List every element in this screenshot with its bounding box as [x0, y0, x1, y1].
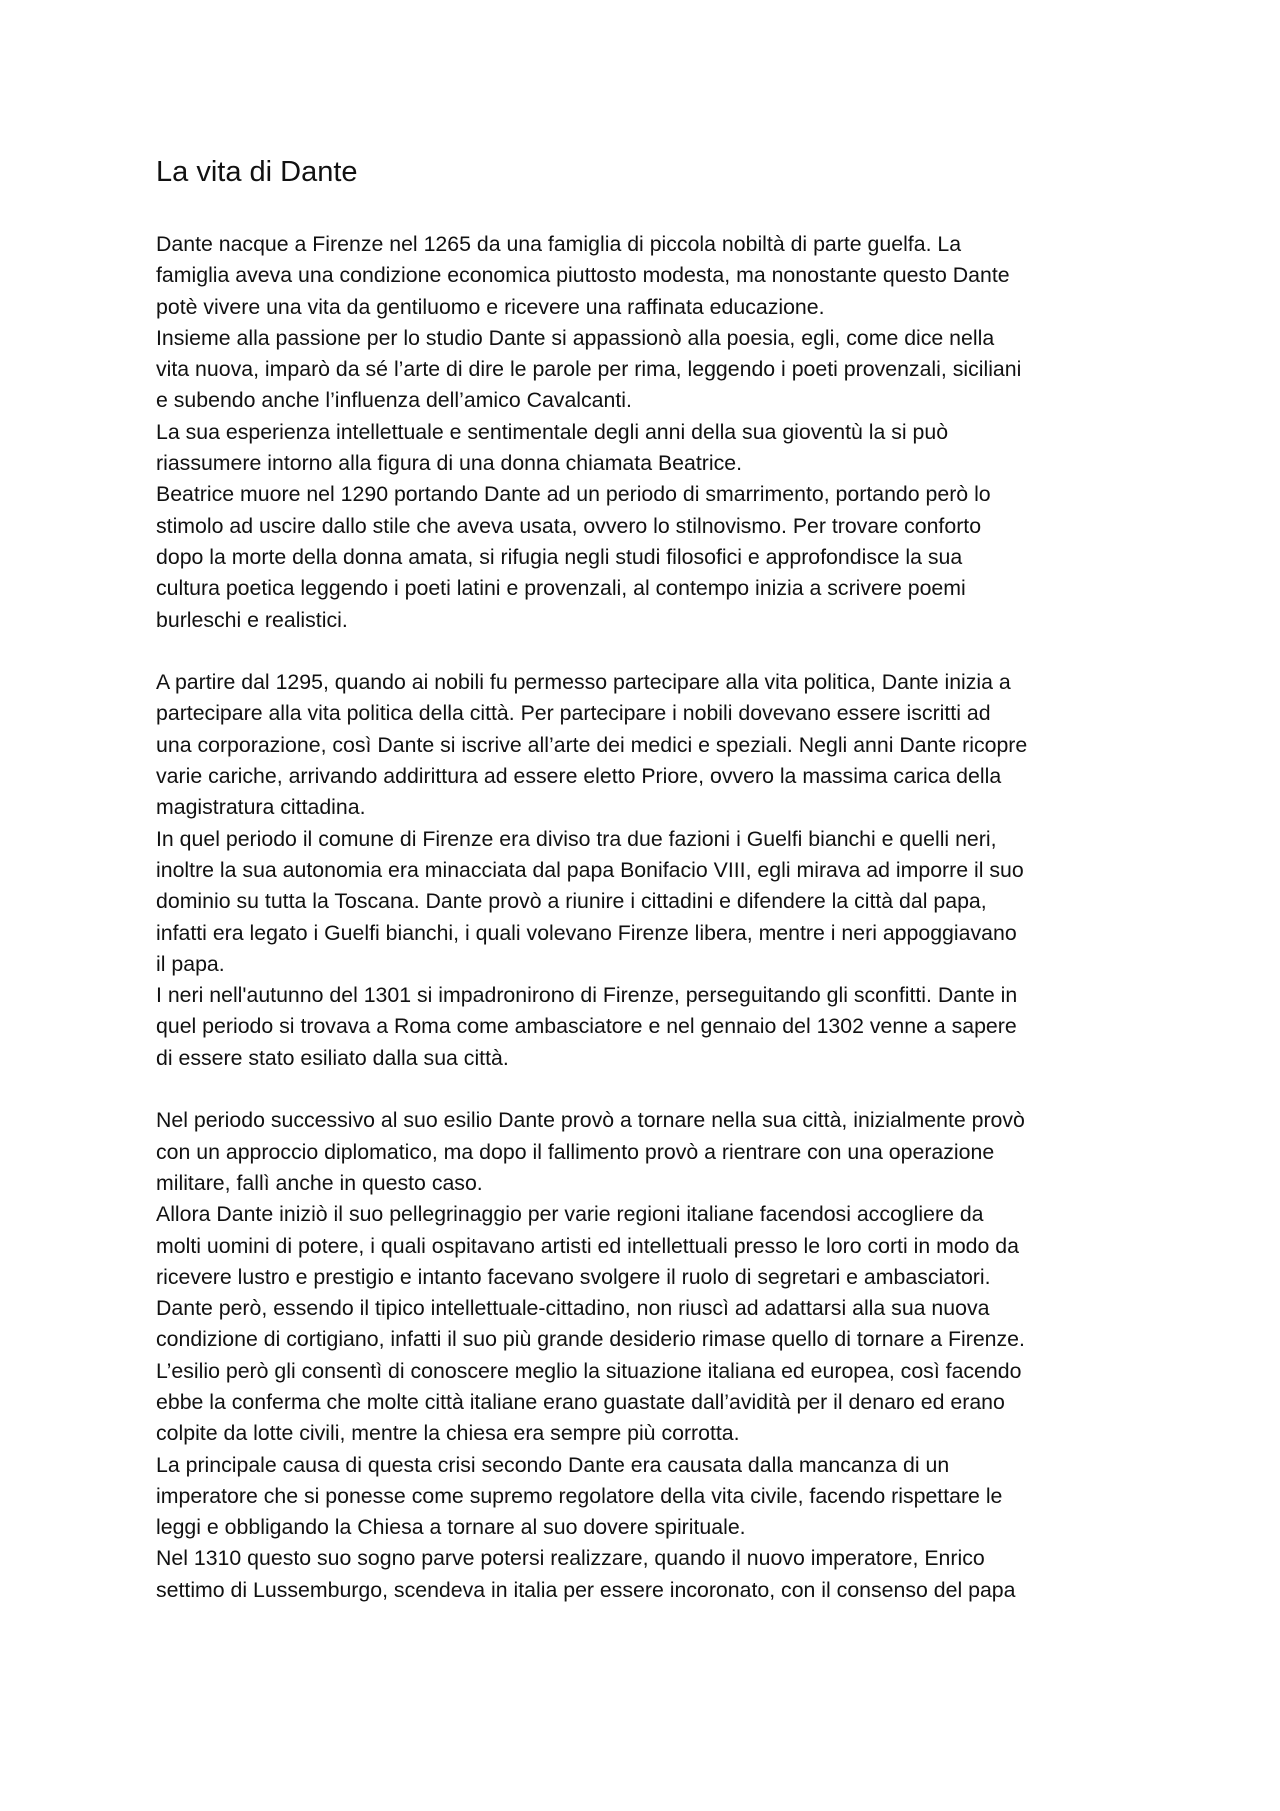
text-line: con un approccio diplomatico, ma dopo il fallimento provò a rientrare con una operazione — [156, 1139, 995, 1164]
text-line: condizione di cortigiano, infatti il suo più grande desiderio rimase quello di tornare a Firenze. — [156, 1327, 1025, 1352]
text-line: vita nuova, imparò da sé l’arte di dire le parole per rima, leggendo i poeti provenzali, siciliani — [156, 357, 1022, 382]
text-line: inoltre la sua autonomia era minacciata dal papa Bonifacio VIII, egli mirava ad imporre il suo — [156, 857, 1024, 882]
text-line: il papa. — [156, 951, 225, 976]
text-line: ricevere lustro e prestigio e intanto facevano svolgere il ruolo di segretari e ambasciatori. — [156, 1264, 991, 1289]
text-line: imperatore che si ponesse come supremo regolatore della vita civile, facendo rispettare le — [156, 1483, 1003, 1508]
paragraph-spacer — [156, 1074, 1166, 1105]
text-line: In quel periodo il comune di Firenze era diviso tra due fazioni i Guelfi bianchi e quelli neri, — [156, 826, 997, 851]
text-line: Nel 1310 questo suo sogno parve potersi realizzare, quando il nuovo imperatore, Enrico — [156, 1546, 985, 1571]
text-line: A partire dal 1295, quando ai nobili fu permesso partecipare alla vita politica, Dante inizia a — [156, 670, 1011, 695]
text-line: ebbe la conferma che molte città italiane erano guastate dall’avidità per il denaro ed erano — [156, 1389, 1005, 1414]
text-line: cultura poetica leggendo i poeti latini e provenzali, al contempo inizia a scrivere poemi — [156, 576, 966, 601]
text-line: settimo di Lussemburgo, scendeva in italia per essere incoronato, con il consenso del papa — [156, 1577, 1016, 1602]
text-line: leggi e obbligando la Chiesa a tornare al suo dovere spirituale. — [156, 1515, 746, 1540]
text-line: La sua esperienza intellettuale e sentimentale degli anni della sua gioventù la si può — [156, 419, 949, 444]
text-line: famiglia aveva una condizione economica piuttosto modesta, ma nonostante questo Dante — [156, 263, 1010, 288]
text-line: dopo la morte della donna amata, si rifugia negli studi filosofici e approfondisce la sua — [156, 544, 963, 569]
text-line: Dante nacque a Firenze nel 1265 da una famiglia di piccola nobiltà di parte guelfa. La — [156, 232, 962, 256]
text-line: I neri nell'autunno del 1301 si impadronirono di Firenze, perseguitando gli sconfitti. Dante in — [156, 983, 1018, 1008]
text-line: e subendo anche l’influenza dell’amico Cavalcanti. — [156, 388, 632, 413]
text-line: riassumere intorno alla figura di una donna chiamata Beatrice. — [156, 451, 742, 476]
text-line: La principale causa di questa crisi secondo Dante era causata dalla mancanza di un — [156, 1452, 950, 1477]
text-line: stimolo ad uscire dallo stile che aveva usata, ovvero lo stilnovismo. Per trovare conforto — [156, 513, 982, 538]
text-line: varie cariche, arrivando addirittura ad essere eletto Priore, ovvero la massima carica della — [156, 764, 1002, 789]
text-line: Insieme alla passione per lo studio Dante si appassionò alla poesia, egli, come dice nella — [156, 325, 995, 350]
text-line: infatti era legato i Guelfi bianchi, i quali volevano Firenze libera, mentre i neri appoggiavano — [156, 920, 1017, 945]
text-line: partecipare alla vita politica della città. Per partecipare i nobili dovevano essere iscritti ad — [156, 701, 991, 726]
text-line: colpite da lotte civili, mentre la chiesa era sempre più corrotta. — [156, 1421, 740, 1446]
document-title: La vita di Dante — [156, 156, 358, 188]
text-line: molti uomini di potere, i quali ospitavano artisti ed intellettuali presso le loro corti in modo da — [156, 1233, 1019, 1258]
paragraph-spacer — [156, 636, 1166, 667]
text-line: burleschi e realistici. — [156, 607, 348, 632]
text-line: di essere stato esiliato dalla sua città. — [156, 1045, 509, 1070]
text-line: quel periodo si trovava a Roma come ambasciatore e nel gennaio del 1302 venne a sapere — [156, 1014, 1017, 1039]
text-line: militare, fallì anche in questo caso. — [156, 1170, 483, 1195]
text-line: Beatrice muore nel 1290 portando Dante ad un periodo di smarrimento, portando però lo — [156, 482, 991, 507]
text-line: potè vivere una vita da gentiluomo e ricevere una raffinata educazione. — [156, 294, 825, 319]
document-body — [156, 229, 1166, 1606]
text-line: L’esilio però gli consentì di conoscere meglio la situazione italiana ed europea, così facendo — [156, 1358, 1022, 1383]
text-line: Nel periodo successivo al suo esilio Dante provò a tornare nella sua città, inizialmente provò — [156, 1108, 1025, 1133]
text-line: magistratura cittadina. — [156, 795, 366, 820]
text-line: dominio su tutta la Toscana. Dante provò a riunire i cittadini e difendere la città dal papa, — [156, 889, 987, 914]
text-line: Dante però, essendo il tipico intellettuale-cittadino, non riuscì ad adattarsi alla sua nuova — [156, 1296, 990, 1321]
text-line: una corporazione, così Dante si iscrive all’arte dei medici e speziali. Negli anni Dante ricopre — [156, 732, 1028, 757]
text-line: Allora Dante iniziò il suo pellegrinaggio per varie regioni italiane facendosi accogliere da — [156, 1202, 984, 1227]
